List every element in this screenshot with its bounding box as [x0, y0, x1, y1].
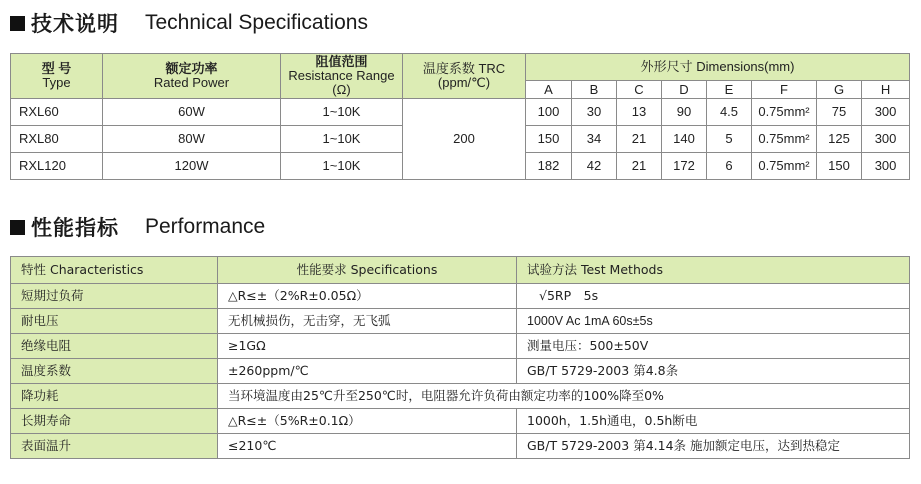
type-cell: RXL80	[11, 126, 103, 153]
table-row	[11, 99, 910, 126]
dim-cell: 140	[662, 126, 707, 153]
performance-title-zh: 性能指标	[31, 216, 119, 240]
technical-title-zh: 技术说明	[31, 12, 119, 36]
dim-cell: 182	[526, 153, 572, 180]
dim-cell: 90	[662, 99, 707, 126]
header-power-en: Rated Power	[153, 75, 230, 90]
table-row	[11, 284, 910, 309]
technical-spec-table	[10, 53, 910, 180]
test-method-cell: 测量电压：500±50V	[517, 334, 910, 359]
table-row	[11, 359, 910, 384]
dim-cell: 5	[707, 126, 752, 153]
trc-cell: 200	[403, 99, 526, 180]
dim-col-g: G	[817, 81, 862, 99]
header-type-en: Type	[42, 75, 71, 90]
characteristic-cell: 降功耗	[11, 384, 218, 409]
specification-cell: △R≤±（2%R±0.05Ω）	[218, 284, 517, 309]
header-specifications: 性能要求 Specifications	[218, 257, 517, 284]
header-trc	[403, 54, 526, 99]
dim-col-c: C	[617, 81, 662, 99]
type-cell: RXL120	[11, 153, 103, 180]
range-cell: 1~10K	[281, 126, 403, 153]
derating-description-cell: 当环境温度由25℃升至250℃时，电阻器允许负荷由额定功率的100%降至0%	[218, 384, 910, 409]
header-dimensions: 外形尺寸 Dimensions(mm)	[526, 54, 910, 81]
range-cell: 1~10K	[281, 99, 403, 126]
table-row	[11, 384, 910, 409]
header-resistance-en: Resistance Range	[288, 68, 395, 83]
characteristic-cell: 长期寿命	[11, 409, 218, 434]
dim-cell: 0.75mm²	[752, 99, 817, 126]
dim-cell: 13	[617, 99, 662, 126]
dim-cell: 21	[617, 126, 662, 153]
header-resistance-zh: 阻值范围	[315, 54, 368, 69]
dim-cell: 30	[572, 99, 617, 126]
dim-cell: 42	[572, 153, 617, 180]
specification-cell: 无机械损伤，无击穿，无飞弧	[218, 309, 517, 334]
heading-square-icon	[10, 220, 25, 235]
dim-col-e: E	[707, 81, 752, 99]
characteristic-cell: 表面温升	[11, 434, 218, 459]
dim-col-d: D	[662, 81, 707, 99]
specification-cell: ≤210℃	[218, 434, 517, 459]
heading-square-icon	[10, 16, 25, 31]
dim-cell: 34	[572, 126, 617, 153]
dim-cell: 4.5	[707, 99, 752, 126]
table-row	[11, 434, 910, 459]
dim-col-h: H	[862, 81, 910, 99]
header-resistance-unit: (Ω)	[332, 82, 351, 97]
table-row	[11, 334, 910, 359]
characteristic-cell: 绝缘电阻	[11, 334, 218, 359]
dim-cell: 300	[862, 153, 910, 180]
type-cell: RXL60	[11, 99, 103, 126]
power-cell: 60W	[103, 99, 281, 126]
technical-heading	[10, 8, 368, 38]
characteristic-cell: 温度系数	[11, 359, 218, 384]
test-method-cell: 1000h，1.5h通电，0.5h断电	[517, 409, 910, 434]
header-test-methods: 试验方法 Test Methods	[517, 257, 910, 284]
dim-cell: 150	[817, 153, 862, 180]
header-resistance	[281, 54, 403, 99]
header-trc-unit: (ppm/℃)	[437, 75, 491, 90]
test-method-cell: GB/T 5729-2003 第4.8条	[517, 359, 910, 384]
specification-cell: △R≤±（5%R±0.1Ω）	[218, 409, 517, 434]
table-row	[11, 409, 910, 434]
dim-col-a: A	[526, 81, 572, 99]
dim-cell: 125	[817, 126, 862, 153]
dim-cell: 172	[662, 153, 707, 180]
dim-cell: 6	[707, 153, 752, 180]
table-row	[11, 309, 910, 334]
dim-cell: 300	[862, 99, 910, 126]
dim-cell: 0.75mm²	[752, 126, 817, 153]
dim-cell: 150	[526, 126, 572, 153]
specification-cell: ≥1GΩ	[218, 334, 517, 359]
power-cell: 80W	[103, 126, 281, 153]
dim-col-f: F	[752, 81, 817, 99]
header-characteristics: 特性 Characteristics	[11, 257, 218, 284]
characteristic-cell: 耐电压	[11, 309, 218, 334]
header-type	[11, 54, 103, 99]
dim-cell: 0.75mm²	[752, 153, 817, 180]
technical-title-en: Technical Specifications	[145, 11, 368, 34]
performance-table	[10, 256, 910, 459]
test-method-cell: √5RP 5s	[517, 284, 910, 309]
dim-cell: 100	[526, 99, 572, 126]
test-method-cell: 1000V Ac 1mA 60s±5s	[517, 309, 910, 334]
header-trc-zh: 温度系数 TRC	[422, 61, 506, 76]
performance-heading	[10, 212, 265, 242]
dim-col-b: B	[572, 81, 617, 99]
dim-cell: 75	[817, 99, 862, 126]
performance-title-en: Performance	[145, 215, 266, 238]
characteristic-cell: 短期过负荷	[11, 284, 218, 309]
header-power-zh: 额定功率	[165, 61, 218, 76]
header-power	[103, 54, 281, 99]
specification-cell: ±260ppm/℃	[218, 359, 517, 384]
dim-cell: 300	[862, 126, 910, 153]
dim-cell: 21	[617, 153, 662, 180]
range-cell: 1~10K	[281, 153, 403, 180]
header-type-zh: 型 号	[41, 61, 72, 76]
test-method-cell: GB/T 5729-2003 第4.14条 施加额定电压，达到热稳定	[517, 434, 910, 459]
power-cell: 120W	[103, 153, 281, 180]
